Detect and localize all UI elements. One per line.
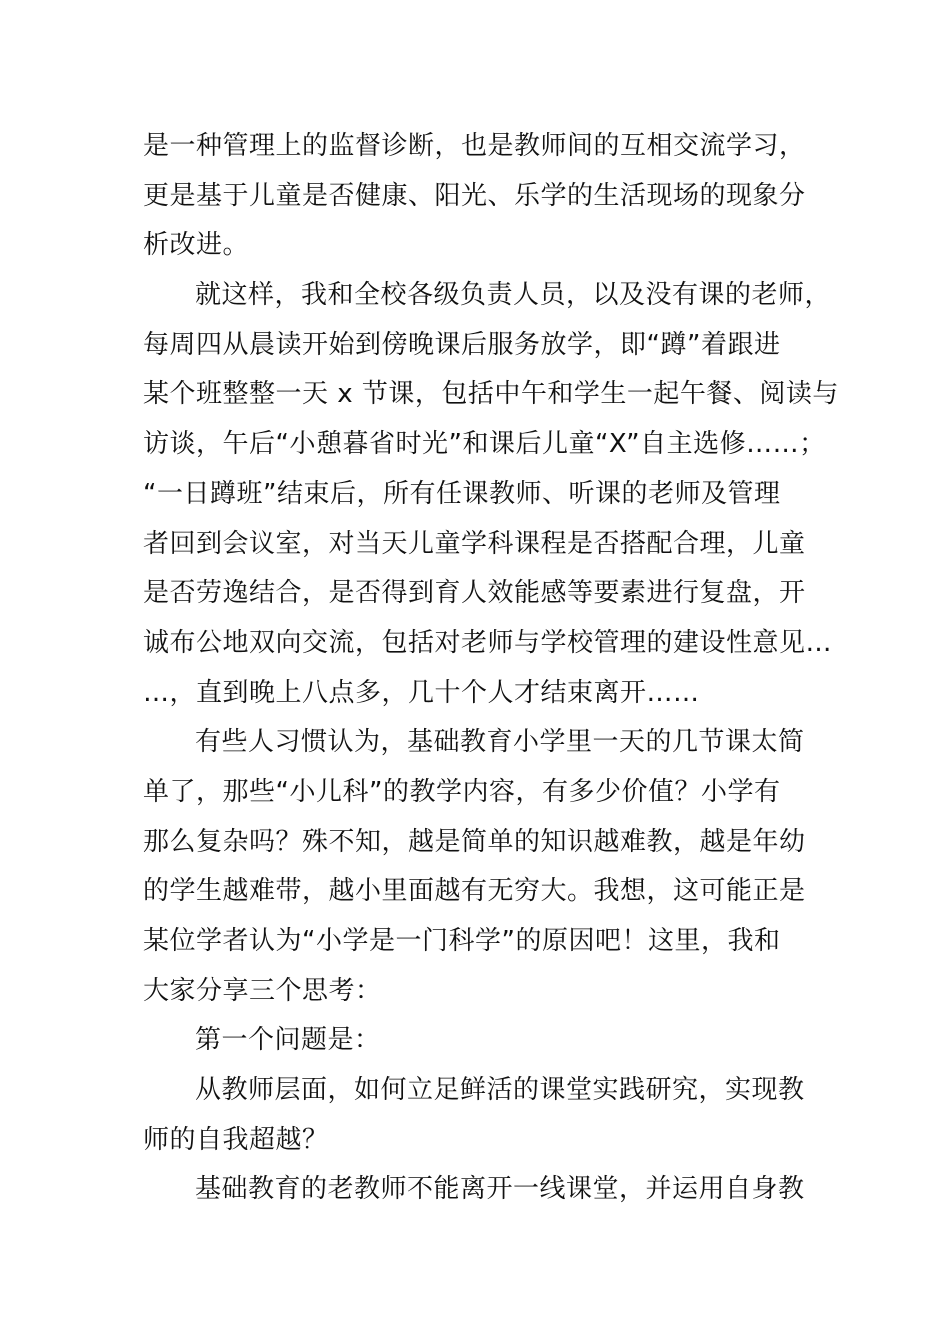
text-line: 师的自我超越？ [143,1124,329,1155]
text-line: 就这样，我和全校各级负责人员，以及没有课的老师， [195,280,832,311]
text-line: 每周四从晨读开始到傍晚课后服务放学，即“蹲”着跟进 [143,329,781,360]
text-line: 者回到会议室，对当天儿童学科课程是否搭配合理，儿童 [143,528,806,559]
text-line: 那么复杂吗？殊不知，越是简单的知识越难教，越是年幼 [143,826,806,857]
text-line: 更是基于儿童是否健康、阳光、乐学的生活现场的现象分 [143,180,806,211]
text-line: 基础教育的老教师不能离开一线课堂，并运用自身教 [195,1174,805,1205]
text-line: 某位学者认为“小学是一门科学”的原因吧！这里，我和 [143,926,781,956]
text-line: 大家分享三个思考： [143,975,382,1006]
text-line: 诚布公地双向交流，包括对老师与学校管理的建设性意见… [143,627,833,658]
text-line: 访谈，午后“小憩暮省时光”和课后儿童“X”自主选修……； [143,429,826,460]
text-line: 是否劳逸结合，是否得到育人效能感等要素进行复盘，开 [143,578,806,609]
text-line: 从教师层面，如何立足鲜活的课堂实践研究，实现教 [195,1075,805,1106]
document-body [143,122,839,1215]
text-line: “一日蹲班”结束后，所有任课教师、听课的老师及管理 [143,478,781,509]
text-line: 单了，那些“小儿科”的教学内容，有多少价值？小学有 [143,776,781,807]
section-heading: 第一个问题是： [195,1025,381,1056]
text-line: 有些人习惯认为，基础教育小学里一天的几节课太简 [195,727,805,758]
text-line: 的学生越难带，越小里面越有无穷大。我想，这可能正是 [143,876,806,907]
text-line: 析改进。 [143,230,250,261]
text-line: 某个班整整一天 x 节课，包括中午和学生一起午餐、阅读与 [143,379,839,410]
text-line: …，直到晚上八点多，几十个人才结束离开…… [143,677,700,708]
text-line: 是一种管理上的监督诊断，也是教师间的互相交流学习， [143,131,806,161]
